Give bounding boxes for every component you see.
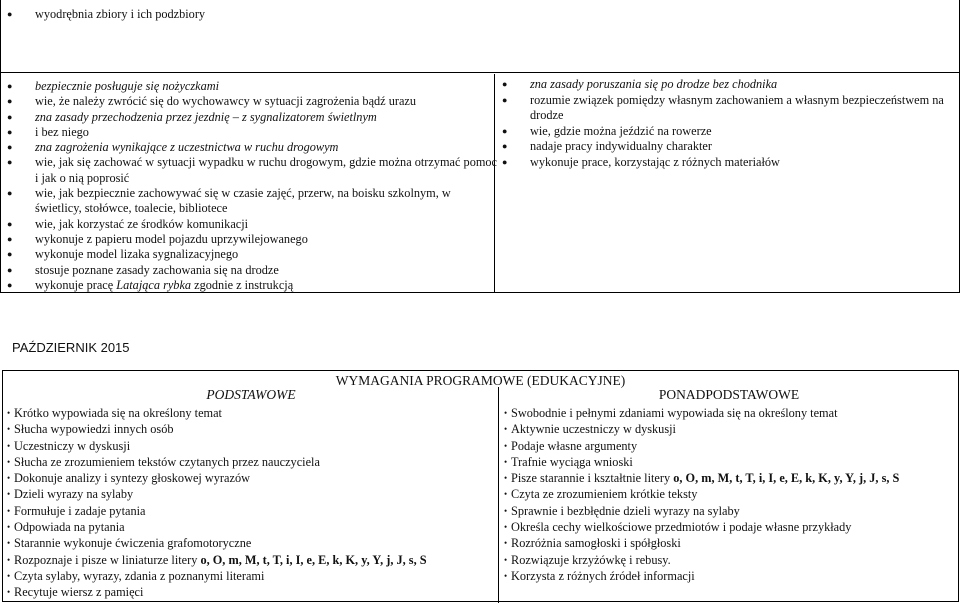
basic-list — [7, 405, 427, 601]
letters-list: o, O, m, M, t, T, i, I, e, E, k, K, y, Y, j, J, s, S — [673, 471, 900, 486]
list-item: • Krótko wypowiada się na określony temat — [7, 405, 427, 421]
top-right-list — [496, 77, 959, 171]
list-item: • Formułuje i zadaje pytania — [7, 503, 427, 519]
list-item: • Aktywnie uczestniczy w dyskusji — [504, 421, 899, 437]
list-item: • Dzieli wyrazy na sylaby — [7, 486, 427, 502]
requirements-title: WYMAGANIA PROGRAMOWE (EDUKACYJNE) — [335, 373, 626, 388]
list-item: ● wykonuje prace, korzystając z różnych materiałów — [496, 155, 959, 171]
list-item-continuation: drodze — [530, 108, 564, 123]
advanced-header: PONADPODSTAWOWE — [658, 387, 800, 402]
list-item: ● bezpiecznie posługuje się nożyczkami — [1, 79, 494, 94]
list-item: ● wykonuje z papieru model pojazdu uprzywilejowanego — [1, 232, 494, 247]
list-item: ● stosuje poznane zasady zachowania się na drodze — [1, 263, 494, 278]
list-item: • Czyta sylaby, wyrazy, zdania z poznanymi literami — [7, 568, 427, 584]
list-item: • Korzysta z różnych źródeł informacji — [504, 568, 899, 584]
list-item: • Rozwiązuje krzyżówkę i rebusy. — [504, 552, 899, 568]
top-table — [0, 0, 960, 293]
list-item: • Słucha wypowiedzi innych osób — [7, 421, 427, 437]
list-item: ● wie, gdzie można jeździć na rowerze — [496, 124, 959, 140]
list-item: • Rozróżnia samogłoski i spółgłoski — [504, 535, 899, 551]
list-item: • Określa cechy wielkościowe przedmiotów i podaje własne przykłady — [504, 519, 899, 535]
list-item: • Uczestniczy w dyskusji — [7, 438, 427, 454]
list-item: ● wykonuje model lizaka sygnalizacyjnego — [1, 247, 494, 262]
list-item: ● rozumie związek pomiędzy własnym zachowaniem a własnym bezpieczeństwem na — [496, 93, 959, 109]
list-item: ● i bez niego — [1, 125, 494, 140]
list-item: • Słucha ze zrozumieniem tekstów czytanych przez nauczyciela — [7, 454, 427, 470]
list-item: ● nadaje pracy indywidualny charakter — [496, 139, 959, 155]
top-row-1 — [1, 0, 959, 73]
list-item: • Recytuje wiersz z pamięci — [7, 584, 427, 600]
last-item-italic: Latająca rybka — [116, 277, 192, 292]
top-row-1-list — [1, 7, 959, 22]
requirements-table — [2, 370, 959, 602]
last-item-after: zgodnie z instrukcją — [191, 277, 294, 292]
list-item: ● zna zasady przechodzenia przez jezdnię – z sygnalizatorem świetlnym — [1, 110, 494, 125]
last-item-before: wykonuje pracę — [35, 277, 117, 292]
list-item: ● zna zagrożenia wynikające z uczestnictwa w ruchu drogowym — [1, 140, 494, 155]
list-item-continuation: świetlicy, stołówce, toalecie, bibliotece — [35, 201, 228, 216]
list-item: • Starannie wykonuje ćwiczenia grafomotoryczne — [7, 535, 427, 551]
list-item — [7, 552, 427, 568]
list-item: • Czyta ze zrozumieniem krótkie teksty — [504, 486, 899, 502]
list-item — [1, 278, 494, 293]
letters-prefix: Rozpoznaje i pisze w liniaturze litery — [14, 552, 201, 567]
list-item: ● wie, jak korzystać ze środków komunikacji — [1, 217, 494, 232]
list-item: • Sprawnie i bezbłędnie dzieli wyrazy na sylaby — [504, 503, 899, 519]
top-right-cell — [496, 74, 959, 292]
top-left-cell — [1, 74, 498, 292]
list-item: ● wie, jak się zachować w sytuacji wypadku w ruchu drogowym, gdzie można otrzymać pomoc — [1, 155, 494, 170]
letters-list: o, O, m, M, t, T, i, I, e, E, k, K, y, Y, j, J, s, S — [200, 552, 427, 567]
list-item: • Dokonuje analizy i syntezy głoskowej wyrazów — [7, 470, 427, 486]
list-item — [504, 470, 899, 486]
list-item: • Podaje własne argumenty — [504, 438, 899, 454]
list-item: ● zna zasady poruszania się po drodze bez chodnika — [496, 77, 959, 93]
letters-prefix: Pisze starannie i kształtnie litery — [511, 471, 674, 486]
list-item: ● wyodrębnia zbiory i ich podzbiory — [1, 7, 959, 22]
list-item-continuation: i jak o nią poprosić — [35, 170, 130, 185]
list-item: • Odpowiada na pytania — [7, 519, 427, 535]
basic-column — [3, 387, 499, 603]
list-item: • Swobodnie i pełnymi zdaniami wypowiada się na określony temat — [504, 405, 899, 421]
advanced-list — [504, 405, 899, 584]
list-item: • Trafnie wyciąga wnioski — [504, 454, 899, 470]
advanced-column — [500, 387, 958, 603]
list-item: ● wie, że należy zwrócić się do wychowawcy w sytuacji zagrożenia bądź urazu — [1, 94, 494, 109]
basic-header: PODSTAWOWE — [206, 387, 296, 402]
list-item: ● wie, jak bezpiecznie zachowywać się w czasie zajęć, przerw, na boisku szkolnym, w — [1, 186, 494, 201]
section-heading: PAŹDZIERNIK 2015 — [12, 340, 130, 355]
top-left-list — [1, 79, 498, 293]
